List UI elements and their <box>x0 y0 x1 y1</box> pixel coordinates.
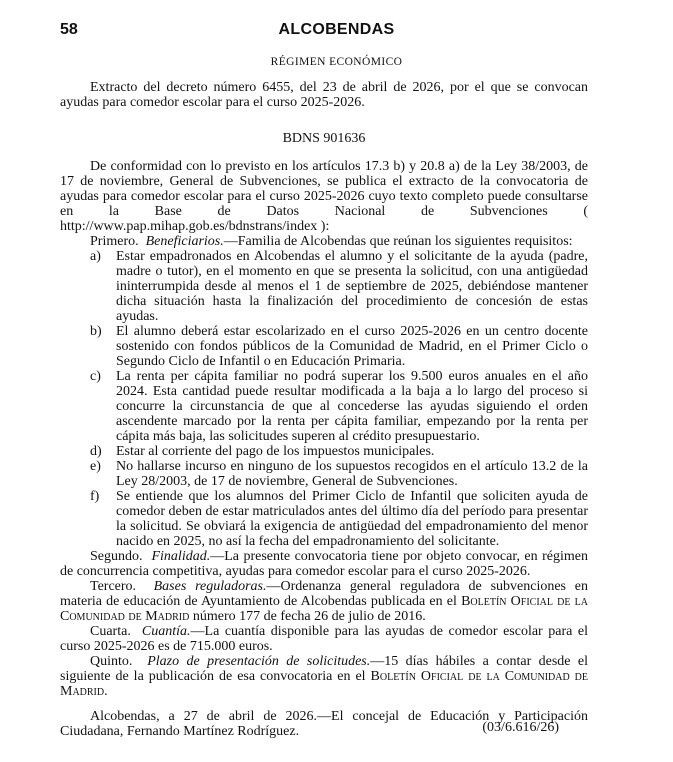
list-item <box>60 489 588 549</box>
article-heading: Plazo de presentación de solicitudes. <box>147 654 371 669</box>
extract-paragraph: Extracto del decreto número 6455, del 23 de abril de 2026, por el que se convocan ayudas para comedor escolar para el curso 2025-2026. <box>60 80 588 110</box>
article-ordinal: Segundo. <box>90 549 143 564</box>
list-item-mark: e) <box>90 459 101 474</box>
bdns-number: BDNS 901636 <box>282 131 366 146</box>
page-title: ALCOBENDAS <box>278 21 395 38</box>
boletin-name: Boletín Oficial de la Comunidad de Madrid <box>60 594 588 624</box>
article-tercero <box>60 579 588 624</box>
section-title: RÉGIMEN ECONÓMICO <box>270 56 403 68</box>
article-text: —Familia de Alcobendas que reúnan los siguientes requisitos: <box>223 234 573 249</box>
list-item-mark: b) <box>90 324 102 339</box>
article-text: —La cuantía disponible para las ayudas de comedor escolar para el curso 2025-2026 es de 715.000 euros. <box>60 624 588 654</box>
article-ordinal: Cuarta. <box>90 624 131 639</box>
list-item-mark: f) <box>90 489 100 504</box>
list-item-text: Se entiende que los alumnos del Primer Ciclo de Infantil que soliciten ayuda de comedor deben de estar matriculados antes del último día del período para presentar la solicitud. Se obviará la exigencia de antigüedad del empadronamiento del menor nacido en 2025, no así la fecha del empadronamiento del solicitante. <box>116 489 588 549</box>
list-item <box>60 369 588 444</box>
article-cuarta <box>60 624 588 654</box>
article-text-end: . <box>104 684 108 699</box>
extract-block <box>60 80 588 110</box>
article-quinto <box>60 654 588 699</box>
main-body <box>60 159 588 739</box>
article-primero <box>60 234 588 249</box>
list-item <box>60 459 588 489</box>
article-heading: Cuantía. <box>141 624 191 639</box>
article-text: —La presente convocatoria tiene por objeto convocar, en régimen de concurrencia competitiva, ayudas para comedor escolar para el curso 2025-2026. <box>60 549 588 579</box>
article-ordinal: Tercero. <box>90 579 137 594</box>
list-item <box>60 249 588 324</box>
boletin-name: Boletín Oficial de la Comunidad de Madrid <box>60 669 588 699</box>
reference-number: (03/6.616/26) <box>482 720 559 735</box>
list-item-text: Estar al corriente del pago de los impuestos municipales. <box>116 444 435 459</box>
list-item-mark: a) <box>90 249 101 264</box>
article-heading: Bases reguladoras. <box>153 579 267 594</box>
list-item-text: La renta per cápita familiar no podrá superar los 9.500 euros anuales en el año 2024. Esta cantidad puede resultar modificada a la baja a lo largo del proceso si concurre la circunstancia de que al concederse las ayudas siguiendo el orden ascendente marcado por la renta per cápita familiar, empezando por la renta per cápita más baja, las solicitudes superen al crédito presupuestario. <box>116 369 588 444</box>
article-text: —Ordenanza general reguladora de subvenciones en materia de educación de Ayuntamiento de Alcobendas publicada en el <box>60 579 588 609</box>
signature-paragraph: Alcobendas, a 27 de abril de 2026.—El concejal de Educación y Participación Ciudadana, Fernando Martínez Rodríguez. <box>60 709 588 739</box>
list-item <box>60 444 588 459</box>
article-ordinal: Quinto. <box>90 654 133 669</box>
list-item-text: El alumno deberá estar escolarizado en el curso 2025-2026 en un centro docente sostenido con fondos públicos de la Comunidad de Madrid, en el Primer Ciclo o Segundo Ciclo de Infantil o en Educación Primaria. <box>116 324 588 369</box>
article-heading: Finalidad. <box>151 549 211 564</box>
article-text-end: número 177 de fecha 26 de julio de 2016. <box>189 609 426 624</box>
list-item-mark: c) <box>90 369 101 384</box>
bdns-block <box>60 131 588 146</box>
requirements-list <box>60 249 588 549</box>
article-segundo <box>60 549 588 579</box>
article-text: —15 días hábiles a contar desde el siguiente de la publicación de esa convocatoria en el <box>60 654 589 684</box>
list-item-text: Estar empadronados en Alcobendas el alumno y el solicitante de la ayuda (padre, madre o tutor), en el momento en que se presenta la solicitud, con una antigüedad ininterrumpida desde al menos el 1 de septiembre de 2025, debiéndose mantener dicha situación hasta la finalización del procedimiento de concesión de estas ayudas. <box>116 249 588 324</box>
article-heading: Beneficiarios. <box>145 234 224 249</box>
page-number: 58 <box>60 21 78 38</box>
list-item-text: No hallarse incurso en ninguno de los supuestos recogidos en el artículo 13.2 de la Ley 28/2003, de 17 de noviembre, General de Subvenciones. <box>116 459 588 489</box>
intro-paragraph: De conformidad con lo previsto en los artículos 17.3 b) y 20.8 a) de la Ley 38/2003, de 17 de noviembre, General de Subvenciones, se publica el extracto de la convocatoria de ayudas para comedor escolar para el curso 2025-2026 cuyo texto completo puede consultarse en la Base de Datos Nacional de Subvenciones ( http://www.pap.mihap.gob.es/bdnstrans/index ): <box>60 159 588 234</box>
article-ordinal: Primero. <box>90 234 139 249</box>
list-item-mark: d) <box>90 444 102 459</box>
list-item <box>60 324 588 369</box>
